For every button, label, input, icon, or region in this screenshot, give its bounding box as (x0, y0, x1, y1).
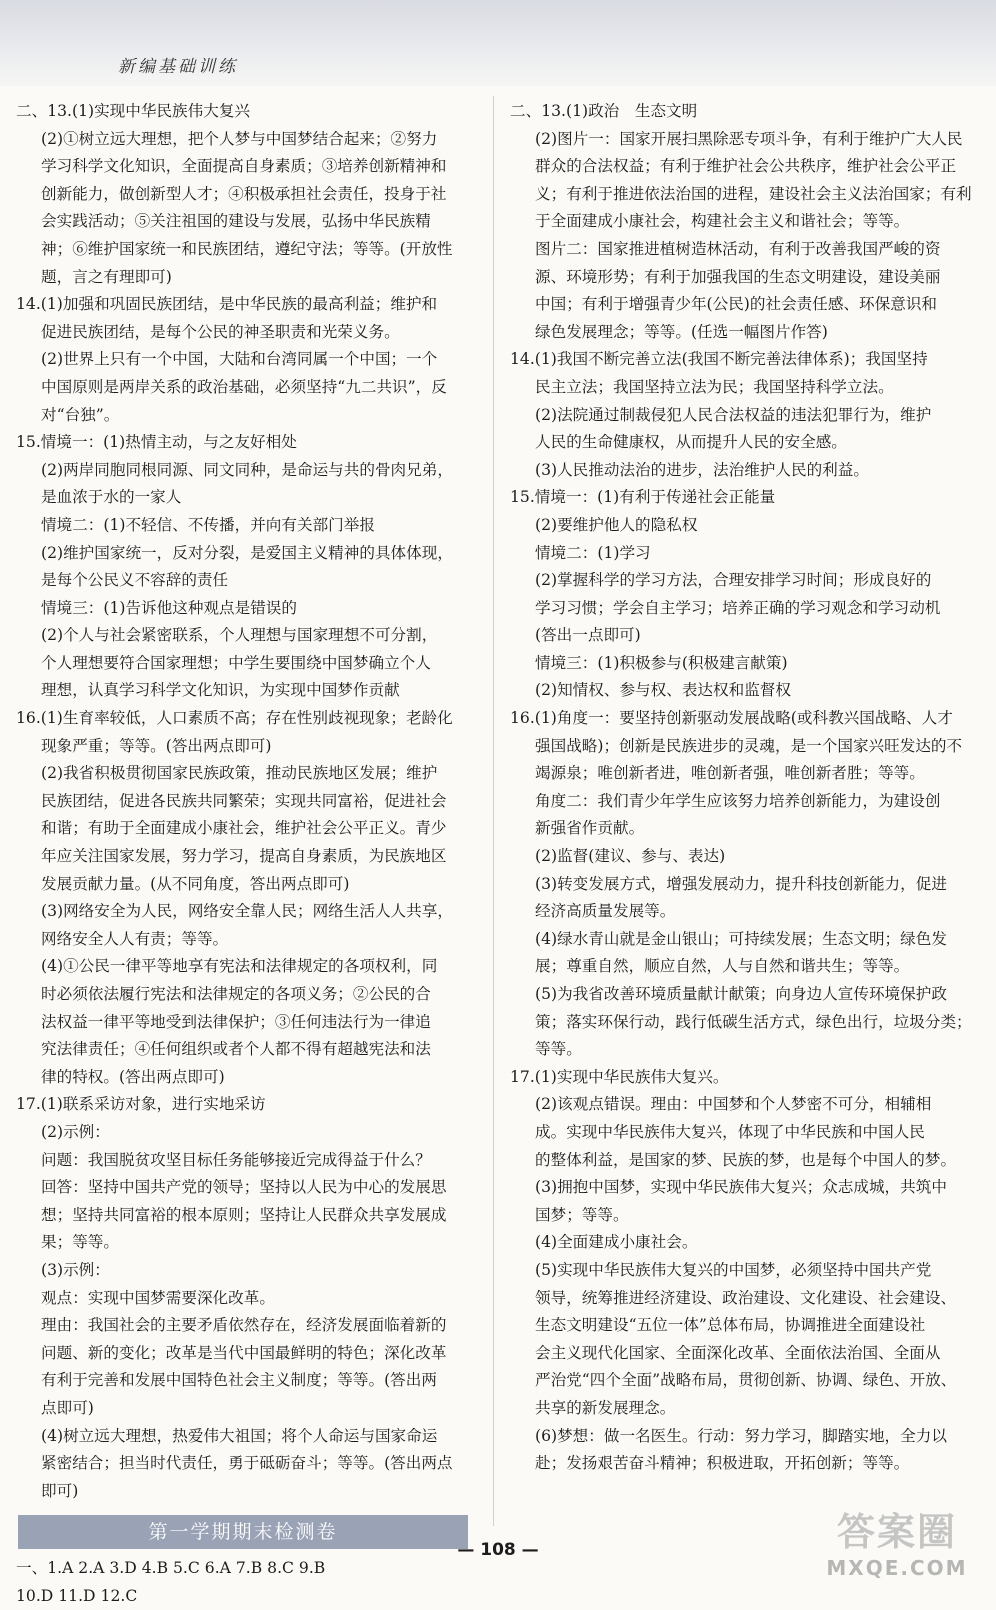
book-title: 新编基础训练 (118, 57, 238, 77)
text-line: 是血浓于水的一家人 (41, 488, 182, 507)
text-line: (2)示例： (41, 1122, 110, 1141)
text-line: 创新能力，做创新型人才；④积极承担社会责任，投身于社 (41, 184, 447, 203)
text-line: 年应关注国家发展，努力学习，提高自身素质，为民族地区 (41, 847, 447, 866)
page-number: — 108 — (457, 1540, 539, 1560)
text-line: 于全面建成小康社会，构建社会主义和谐社会；等等。 (535, 212, 910, 231)
text-line: (2)掌握科学的学习方法，合理安排学习时间；形成良好的 (535, 571, 932, 590)
text-line: 学习习惯；学会自主学习；培养正确的学习观念和学习动机 (535, 598, 941, 617)
text-line: (2)世界上只有一个中国，大陆和台湾同属一个中国；一个 (41, 350, 438, 369)
section-banner: 第一学期期末检测卷 (18, 1515, 468, 1549)
text-line: 民主立法；我国坚持立法为民；我国坚持科学立法。 (535, 377, 894, 396)
text-line: 16.(1)角度一：要坚持创新驱动发展战略(或科教兴国战略、人才 (510, 709, 953, 728)
text-line: 二、13.(1)实现中华民族伟大复兴 (16, 102, 251, 120)
text-line: 的整体利益，是国家的梦、民族的梦，也是每个中国人的梦。 (535, 1150, 957, 1169)
text-line: (5)实现中华民族伟大复兴的中国梦，必须坚持中国共产党 (535, 1260, 932, 1279)
text-line: (2)监督(建议、参与、表达) (535, 847, 726, 866)
text-line: (2)图片一：国家开展扫黑除恶专项斗争，有利于维护广大人民 (535, 129, 963, 148)
text-line: (2)知情权、参与权、表达权和监督权 (535, 681, 791, 700)
text-line: 学习科学文化知识，全面提高自身素质；③培养创新精神和 (41, 157, 447, 176)
text-line: 情境二：(1)不轻信、不传播，并向有关部门举报 (41, 515, 375, 534)
text-line: 发展贡献力量。(从不同角度，答出两点即可) (41, 874, 350, 893)
text-line: 现象严重；等等。(答出两点即可) (41, 736, 272, 755)
text-line: (2)两岸同胞同根同源、同文同种，是命运与共的骨肉兄弟， (41, 460, 453, 479)
text-line: 绿色发展理念；等等。(任选一幅图片作答) (535, 322, 828, 341)
text-line: 有利于完善和发展中国特色社会主义制度；等等。(答出两 (41, 1371, 437, 1390)
text-line: 领导，统筹推进经济建设、政治建设、文化建设、社会建设、 (535, 1288, 957, 1307)
text-line: 对“台独”。 (41, 405, 120, 424)
text-line: (2)我省积极贯彻国家民族政策，推动民族地区发展；维护 (41, 764, 438, 783)
text-line: (答出一点即可) (535, 626, 641, 645)
text-line: (2)该观点错误。理由：中国梦和个人梦密不可分，相辅相 (535, 1095, 932, 1114)
text-line: 问题：我国脱贫攻坚目标任务能够接近完成得益于什么？ (41, 1150, 431, 1169)
text-line: 法权益一律平等地受到法律保护；③任何违法行为一律追 (41, 1012, 431, 1031)
text-line: 展；尊重自然，顺应自然，人与自然和谐共生；等等。 (535, 957, 910, 976)
text-line: 即可) (41, 1481, 79, 1500)
text-line: 点即可) (41, 1398, 94, 1417)
text-line: (3)转变发展方式，增强发展动力，提升科技创新能力，促进 (535, 874, 947, 893)
text-line: 15.情境一：(1)有利于传递社会正能量 (510, 488, 776, 507)
text-line: (2)法院通过制裁侵犯人民合法权益的违法犯罪行为，维护 (535, 405, 932, 424)
text-line: 紧密结合；担当时代责任，勇于砥砺奋斗；等等。(答出两点 (41, 1454, 453, 1473)
text-line: (4)绿水青山就是金山银山；可持续发展；生态文明；绿色发 (535, 929, 947, 948)
text-line: 等等。 (535, 1040, 582, 1059)
text-line: 国梦；等等。 (535, 1205, 629, 1224)
text-line: 想；坚持共同富裕的根本原则；坚持让人民群众共享发展成 (41, 1205, 447, 1224)
text-line: 情境三：(1)告诉他这种观点是错误的 (41, 598, 297, 617)
multiple-choice-answers (16, 1555, 482, 1610)
text-line: (3)拥抱中国梦，实现中华民族伟大复兴；众志成城，共筑中 (535, 1178, 947, 1197)
text-line: 17.(1)联系采访对象，进行实地采访 (16, 1095, 266, 1114)
text-line: 神；⑥维护国家统一和民族团结，遵纪守法；等等。(开放性 (41, 239, 453, 258)
text-line: 促进民族团结，是每个公民的神圣职责和光荣义务。 (41, 322, 400, 341)
text-line: 二、13.(1)政治 生态文明 (510, 102, 698, 120)
text-line: (4)全面建成小康社会。 (535, 1233, 698, 1252)
text-line: 强国战略)；创新是民族进步的灵魂，是一个国家兴旺发达的不 (535, 736, 963, 755)
text-line: 群众的合法权益；有利于维护社会公共秩序，维护社会公平正 (535, 157, 957, 176)
text-line: 会实践活动；⑤关注祖国的建设与发展，弘扬中华民族精 (41, 212, 431, 231)
text-line: 果；等等。 (41, 1233, 119, 1252)
text-line: 理由：我国社会的主要矛盾依然存在，经济发展面临着新的 (41, 1316, 447, 1335)
text-line: (6)梦想：做一名医生。行动：努力学习，脚踏实地，全力以 (535, 1426, 947, 1445)
right-column (510, 98, 986, 1478)
text-line: (2)①树立远大理想，把个人梦与中国梦结合起来；②努力 (41, 129, 438, 148)
text-line: 17.(1)实现中华民族伟大复兴。 (510, 1067, 729, 1086)
text-line: 新强省作贡献。 (535, 819, 645, 838)
text-line: 成。实现中华民族伟大复兴，体现了中华民族和中国人民 (535, 1122, 925, 1141)
text-line: 情境二：(1)学习 (535, 543, 651, 562)
text-line: 中国；有利于增强青少年(公民)的社会责任感、环保意识和 (535, 295, 938, 314)
left-answer-lines (16, 98, 482, 1505)
text-line: 观点：实现中国梦需要深化改革。 (41, 1288, 275, 1307)
text-line: (2)要维护他人的隐私权 (535, 515, 698, 534)
text-line: 究法律责任；④任何组织或者个人都不得有超越宪法和法 (41, 1040, 431, 1059)
watermark-logo: 答案圈 (836, 1510, 957, 1554)
text-line: 源、环境形势；有利于加强我国的生态文明建设，建设美丽 (535, 267, 941, 286)
text-line: 一、1.A 2.A 3.D 4.B 5.C 6.A 7.B 8.C 9.B (16, 1559, 326, 1578)
text-line: (4)树立远大理想，热爱伟大祖国；将个人命运与国家命运 (41, 1426, 438, 1445)
column-divider (493, 96, 494, 1526)
text-line: 图片二：国家推进植树造林活动，有利于改善我国严峻的资 (535, 239, 941, 258)
text-line: 策；落实环保行动，践行低碳生活方式，绿色出行，垃圾分类； (535, 1012, 972, 1031)
text-line: 赴；发扬艰苦奋斗精神；积极进取，开拓创新；等等。 (535, 1454, 910, 1473)
text-line: (2)个人与社会紧密联系，个人理想与国家理想不可分割， (41, 626, 438, 645)
text-line: 14.(1)我国不断完善立法(我国不断完善法律体系)；我国坚持 (510, 350, 928, 369)
text-line: (2)维护国家统一，反对分裂，是爱国主义精神的具体体现， (41, 543, 453, 562)
text-line: 网络安全人人有责；等等。 (41, 929, 229, 948)
text-line: 人民的生命健康权，从而提升人民的安全感。 (535, 433, 847, 452)
text-line: 理想，认真学习科学文化知识，为实现中国梦作贡献 (41, 681, 400, 700)
text-line: 民族团结，促进各民族共同繁荣；实现共同富裕，促进社会 (41, 791, 447, 810)
watermark-url: MXQE.COM (826, 1556, 968, 1580)
text-line: 16.(1)生育率较低，人口素质不高；存在性别歧视现象；老龄化 (16, 709, 453, 728)
text-line: (3)示例： (41, 1260, 110, 1279)
text-line: (3)网络安全为人民，网络安全靠人民；网络生活人人共享， (41, 902, 453, 921)
right-answer-lines (510, 98, 986, 1478)
left-column (16, 98, 482, 1610)
text-line: 是每个公民义不容辞的责任 (41, 571, 229, 590)
text-line: 角度二：我们青少年学生应该努力培养创新能力，为建设创 (535, 791, 941, 810)
text-line: 经济高质量发展等。 (535, 902, 676, 921)
text-line: 10.D 11.D 12.C (16, 1586, 138, 1605)
text-line: 义；有利于推进依法治国的进程，建设社会主义法治国家；有利 (535, 184, 972, 203)
text-line: 回答：坚持中国共产党的领导；坚持以人民为中心的发展思 (41, 1178, 447, 1197)
text-line: 个人理想要符合国家理想；中学生要围绕中国梦确立个人 (41, 653, 431, 672)
text-line: (3)人民推动法治的进步，法治维护人民的利益。 (535, 460, 869, 479)
text-line: 共享的新发展理念。 (535, 1398, 676, 1417)
text-line: 竭源泉；唯创新者进，唯创新者强，唯创新者胜；等等。 (535, 764, 925, 783)
text-line: 严治党“四个全面”战略布局，贯彻创新、协调、绿色、开放、 (535, 1371, 957, 1390)
text-line: (5)为我省改善环境质量献计献策；向身边人宣传环境保护政 (535, 985, 947, 1003)
text-line: 会主义现代化国家、全面深化改革、全面依法治国、全面从 (535, 1343, 941, 1362)
text-line: 情境三：(1)积极参与(积极建言献策) (535, 653, 788, 672)
text-line: 律的特权。(答出两点即可) (41, 1067, 225, 1086)
text-line: 14.(1)加强和巩固民族团结，是中华民族的最高利益；维护和 (16, 295, 438, 314)
text-line: 生态文明建设“五位一体”总体布局，协调推进全面建设社 (535, 1316, 926, 1335)
text-line: 时必须依法履行宪法和法律规定的各项义务；②公民的合 (41, 985, 431, 1003)
watermark (812, 1508, 982, 1588)
text-line: 15.情境一：(1)热情主动，与之友好相处 (16, 433, 297, 452)
text-line: 中国原则是两岸关系的政治基础，必须坚持“九二共识”，反 (41, 377, 447, 396)
text-line: 和谐；有助于全面建成小康社会，维护社会公平正义。青少 (41, 819, 447, 838)
text-line: 问题、新的变化；改革是当代中国最鲜明的特色；深化改革 (41, 1343, 447, 1362)
text-line: 题，言之有理即可) (41, 267, 172, 286)
text-line: (4)①公民一律平等地享有宪法和法律规定的各项权利，同 (41, 957, 438, 976)
